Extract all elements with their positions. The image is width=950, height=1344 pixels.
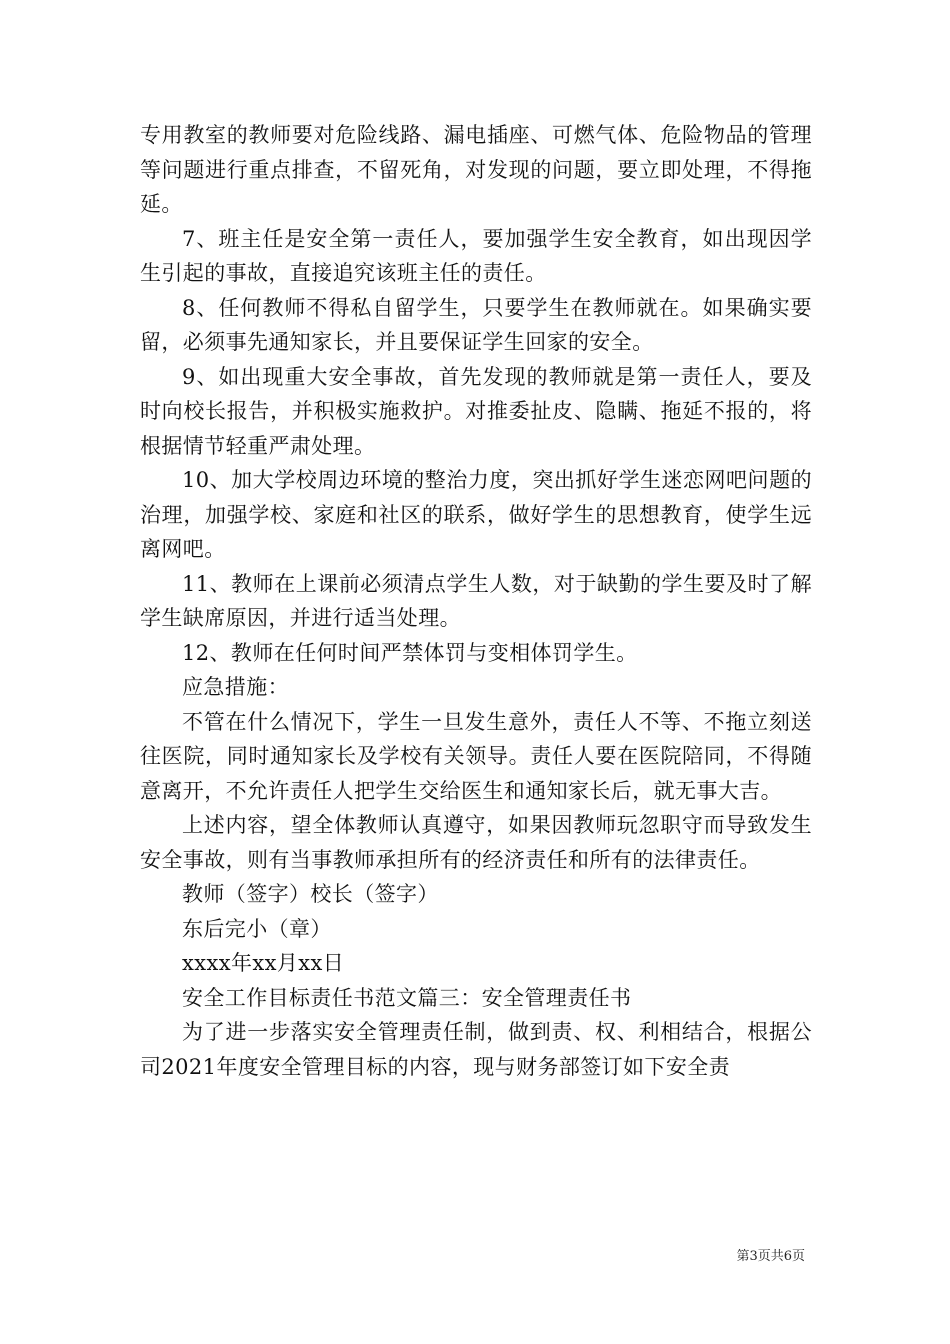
- paragraph-continuation: 专用教室的教师要对危险线路、漏电插座、可燃气体、危险物品的管理等问题进行重点排查，不留死角，对发现的问题，要立即处理，不得拖延。: [140, 123, 812, 216]
- paragraph-item-11: 11、教师在上课前必须清点学生人数，对于缺勤的学生要及时了解学生缺席原因，并进行适当处理。: [140, 571, 812, 630]
- paragraph-item-12: 12、教师在任何时间严禁体罚与变相体罚学生。: [182, 640, 638, 665]
- paragraph-item-9: 9、如出现重大安全事故，首先发现的教师就是第一责任人，要及时向校长报告，并积极实施救护。对推委扯皮、隐瞒、拖延不报的，将根据情节轻重严肃处理。: [140, 364, 812, 458]
- paragraph-intro-part-three: 为了进一步落实安全管理责任制，做到责、权、利相结合，根据公司2021年度安全管理目标的内容，现与财务部签订如下安全责: [140, 1020, 812, 1079]
- date-line: xxxx年xx月xx日: [182, 951, 345, 975]
- paragraph-closing: 上述内容，望全体教师认真遵守，如果因教师玩忽职守而导致发生安全事故，则有当事教师承担所有的经济责任和所有的法律责任。: [140, 813, 812, 872]
- paragraph-item-10: 10、加大学校周边环境的整治力度，突出抓好学生迷恋网吧问题的治理，加强学校、家庭和社区的联系，做好学生的思想教育，使学生远离网吧。: [140, 468, 812, 561]
- signature-line: 教师（签字）校长（签字）: [182, 882, 439, 906]
- document-body: [140, 118, 812, 1084]
- paragraph-emergency-measures: 不管在什么情况下，学生一旦发生意外，责任人不等、不拖立刻送往医院，同时通知家长及学校有关领导。责任人要在医院陪同，不得随意离开，不允许责任人把学生交给医生和通知家长后，就无事大吉。: [140, 709, 812, 803]
- school-seal-line: 东后完小（章）: [182, 916, 332, 941]
- page-number-footer: 第3页共6页: [736, 1249, 805, 1264]
- section-title-part-three: 安全工作目标责任书范文篇三：安全管理责任书: [182, 985, 632, 1010]
- section-heading-emergency: 应急措施：: [182, 675, 289, 699]
- paragraph-item-8: 8、任何教师不得私自留学生，只要学生在教师就在。如果确实要留，必须事先通知家长，并且要保证学生回家的安全。: [140, 295, 812, 354]
- paragraph-item-7: 7、班主任是安全第一责任人，要加强学生安全教育，如出现因学生引起的事故，直接追究该班主任的责任。: [140, 226, 812, 285]
